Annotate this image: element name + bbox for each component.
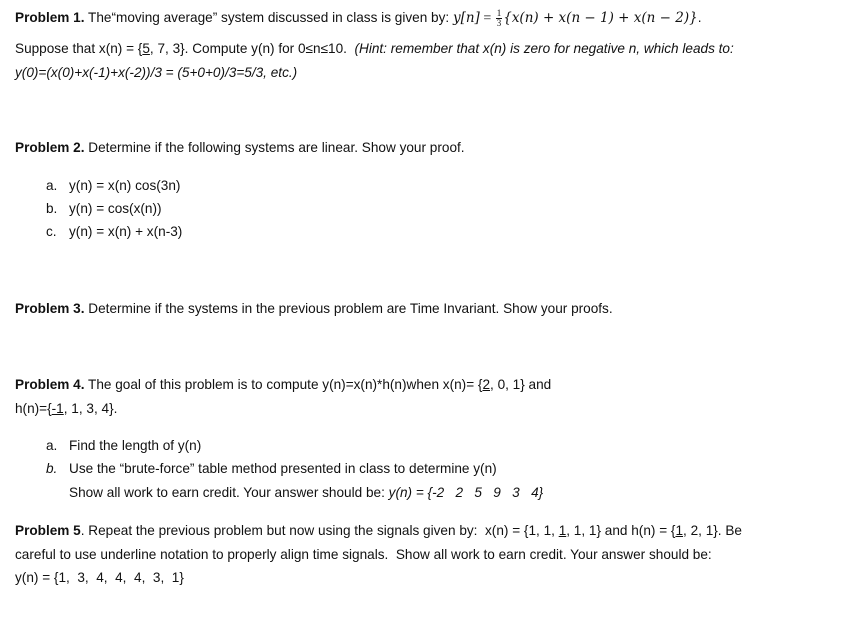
text: , 1, 3, 4}. <box>63 401 118 416</box>
list-marker: b. <box>46 461 58 476</box>
equation-rhs: {x(n) + x(n − 1) + x(n − 2)} <box>503 10 698 27</box>
text: Show all work to earn credit. Your answer should be: <box>69 485 389 500</box>
list-item: y(n) = cos(x(n)) <box>69 201 162 216</box>
problem-1-hint-line-3: y(0)=(x(0)+x(-1)+x(-2))/3 = (5+0+0)/3=5/3, etc.) <box>15 65 298 80</box>
equation-period: . <box>697 10 702 26</box>
problem-5-line-2: careful to use underline notation to properly align time signals. Show all work to earn credit. Your answer should be: <box>15 547 712 562</box>
text: Suppose that x(n) = { <box>15 41 143 56</box>
problem-3-heading <box>15 300 613 318</box>
fraction-numerator: 1 <box>496 8 502 18</box>
text: h(n)={ <box>15 401 52 416</box>
problem-3-text: Determine if the systems in the previous problem are Time Invariant. Show your proofs. <box>84 301 613 316</box>
problem-5-label: Problem 5 <box>15 523 81 538</box>
answer-line <box>69 484 543 502</box>
underlined-value: 2 <box>482 377 491 392</box>
list-marker: c. <box>46 224 57 239</box>
equation-equals: = <box>479 11 495 27</box>
problem-1-line-1 <box>15 9 701 28</box>
problem-4-line-1 <box>15 376 551 394</box>
fraction-denominator: 3 <box>496 18 502 28</box>
hint-text: (Hint: remember that x(n) is zero for negative n, which leads to: <box>354 41 734 56</box>
list-marker: b. <box>46 201 58 216</box>
problem-1-line-2 <box>15 40 734 58</box>
problem-2-text: Determine if the following systems are linear. Show your proof. <box>84 140 465 155</box>
underlined-value: 1 <box>558 523 567 538</box>
problem-5-answer: y(n) = {1, 3, 4, 4, 4, 3, 1} <box>15 570 184 585</box>
underlined-value: 1 <box>675 523 684 538</box>
list-item: y(n) = x(n) cos(3n) <box>69 178 181 193</box>
fraction-one-third <box>496 9 503 28</box>
list-marker: a. <box>46 178 58 193</box>
list-item: y(n) = x(n) + x(n-3) <box>69 224 183 239</box>
list-marker: a. <box>46 438 58 453</box>
problem-5-line-1 <box>15 522 742 540</box>
problem-2-heading <box>15 139 465 157</box>
text: The goal of this problem is to compute y(n)=x(n)*h(n)when x(n)= { <box>84 377 483 392</box>
expected-answer: y(n) = {-2 2 5 9 3 4} <box>388 485 544 500</box>
problem-4-label: Problem 4. <box>15 377 85 392</box>
underlined-value: 5 <box>142 41 150 56</box>
problem-1-label: Problem 1. <box>15 10 85 26</box>
list-item: Find the length of y(n) <box>69 438 202 453</box>
problem-1-intro: The“moving average” system discussed in class is given by: <box>84 10 453 26</box>
problem-2-label: Problem 2. <box>15 140 85 155</box>
list-item: Use the “brute-force” table method presented in class to determine y(n) <box>69 461 497 476</box>
equation-lhs: y[n] <box>452 10 480 27</box>
text: . Repeat the previous problem but now using the signals given by: x(n) = {1, 1, <box>80 523 559 538</box>
text: , 0, 1} and <box>490 377 552 392</box>
problem-4-line-2 <box>15 400 117 418</box>
problem-3-label: Problem 3. <box>15 301 85 316</box>
text: , 1, 1} and h(n) = { <box>566 523 676 538</box>
text: , 7, 3}. Compute y(n) for 0≤n≤10. <box>149 41 355 56</box>
underlined-value: -1 <box>51 401 64 416</box>
text: , 2, 1}. Be <box>683 523 742 538</box>
